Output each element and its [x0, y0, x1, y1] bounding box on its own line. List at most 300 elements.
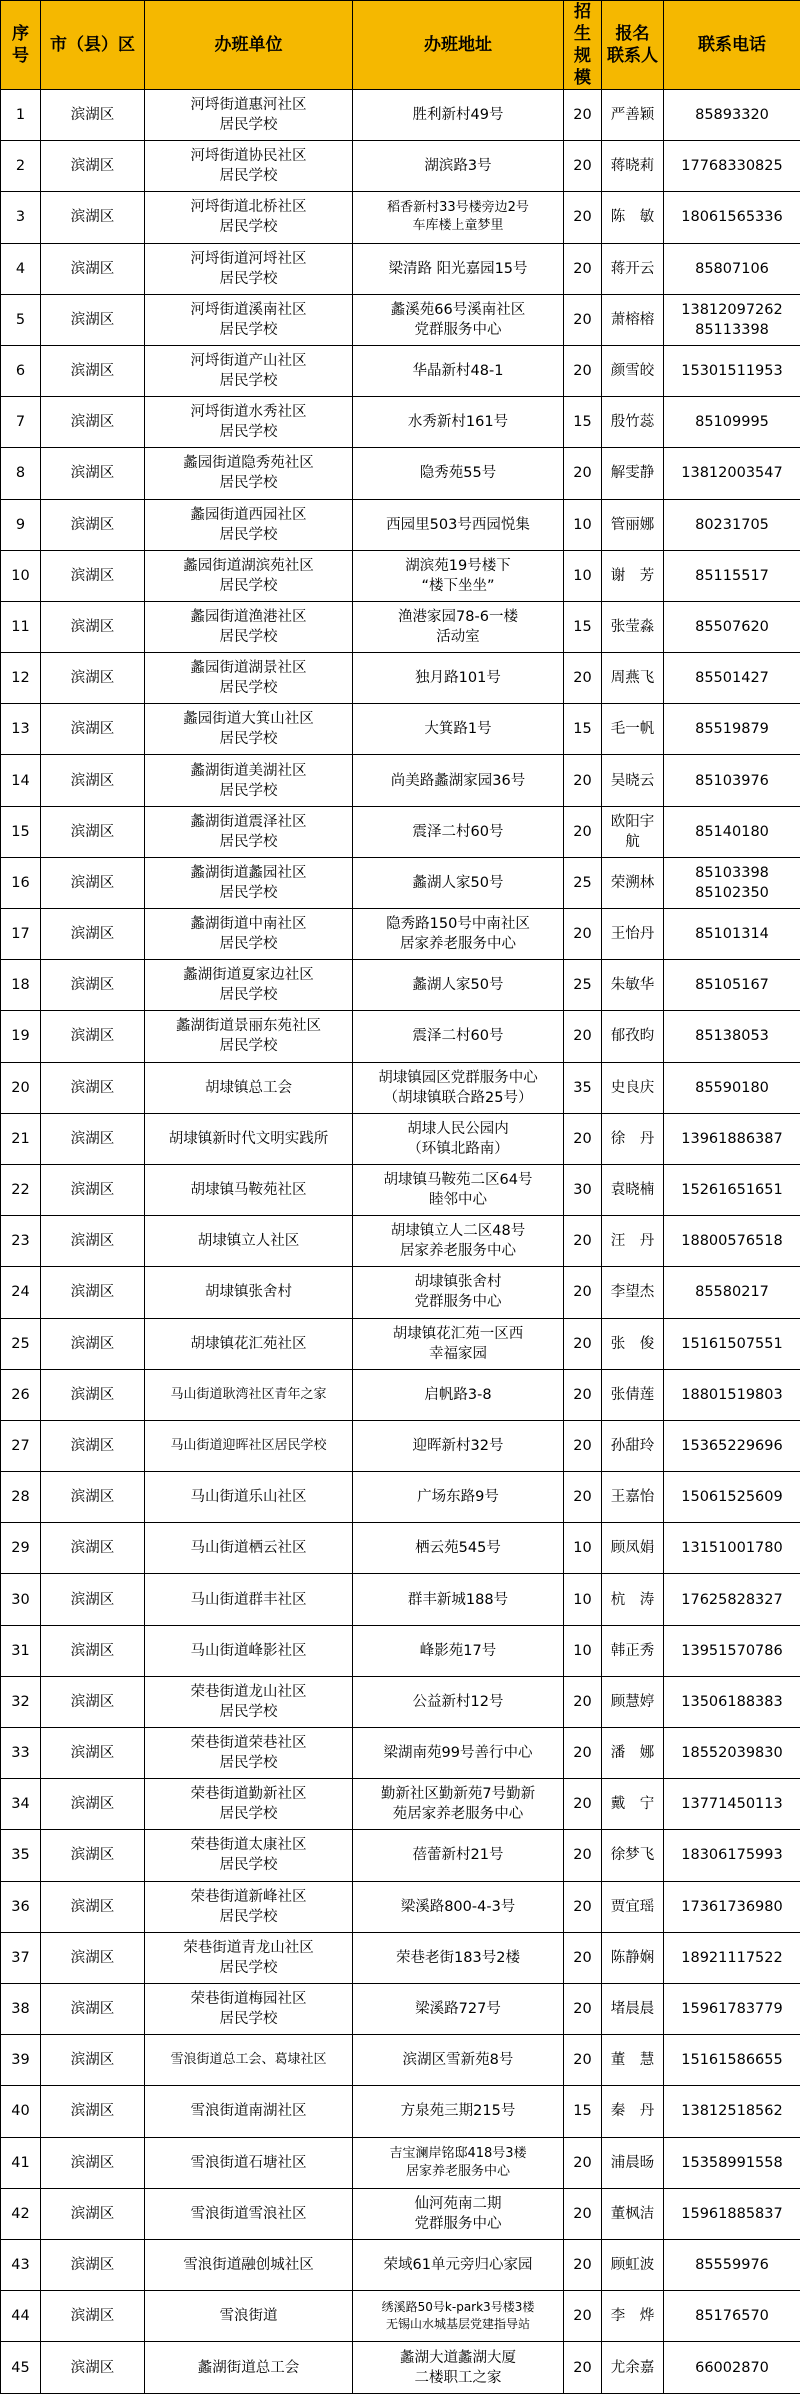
table-row	[1, 2291, 800, 2342]
cell-district: 滨湖区	[41, 2086, 145, 2137]
table-row	[1, 1420, 800, 1471]
cell-address: 胡埭镇立人二区48号 居家养老服务中心	[353, 1216, 564, 1267]
cell-unit: 雪浪街道	[145, 2291, 353, 2342]
cell-contact: 管丽娜	[602, 499, 664, 550]
cell-contact: 周燕飞	[602, 653, 664, 704]
cell-district: 滨湖区	[41, 1113, 145, 1164]
table-row	[1, 397, 800, 448]
cell-unit: 马山街道乐山社区	[145, 1472, 353, 1523]
cell-phone: 85176570	[664, 2291, 800, 2342]
cell-phone: 18552039830	[664, 1728, 800, 1779]
cell-contact: 徐梦飞	[602, 1830, 664, 1881]
table-row	[1, 1062, 800, 1113]
cell-district: 滨湖区	[41, 1267, 145, 1318]
cell-contact: 秦 丹	[602, 2086, 664, 2137]
cell-district: 滨湖区	[41, 1011, 145, 1062]
cell-unit: 蠡湖街道蠡园社区 居民学校	[145, 857, 353, 908]
cell-capacity: 20	[564, 2188, 602, 2239]
cell-unit: 马山街道栖云社区	[145, 1523, 353, 1574]
cell-capacity: 20	[564, 1932, 602, 1983]
table-row	[1, 90, 800, 141]
cell-unit: 荣巷街道梅园社区 居民学校	[145, 1983, 353, 2034]
cell-phone: 15261651651	[664, 1164, 800, 1215]
table-row	[1, 960, 800, 1011]
cell-district: 滨湖区	[41, 1932, 145, 1983]
cell-no: 4	[1, 243, 41, 294]
cell-capacity: 20	[564, 1267, 602, 1318]
cell-address: 吉宝澜岸铭邸418号3楼 居家养老服务中心	[353, 2137, 564, 2188]
cell-contact: 张莹淼	[602, 601, 664, 652]
cell-no: 17	[1, 909, 41, 960]
cell-phone: 85519879	[664, 704, 800, 755]
header-address: 办班地址	[353, 1, 564, 90]
cell-district: 滨湖区	[41, 192, 145, 243]
cell-no: 10	[1, 550, 41, 601]
cell-phone: 15161507551	[664, 1318, 800, 1369]
cell-no: 26	[1, 1369, 41, 1420]
cell-no: 42	[1, 2188, 41, 2239]
cell-contact: 顾虹波	[602, 2239, 664, 2290]
table-row	[1, 1676, 800, 1727]
cell-district: 滨湖区	[41, 755, 145, 806]
cell-district: 滨湖区	[41, 2239, 145, 2290]
cell-unit: 荣巷街道青龙山社区 居民学校	[145, 1932, 353, 1983]
table-row	[1, 1983, 800, 2034]
cell-no: 19	[1, 1011, 41, 1062]
cell-address: 峰影苑17号	[353, 1625, 564, 1676]
cell-capacity: 20	[564, 1318, 602, 1369]
cell-district: 滨湖区	[41, 960, 145, 1011]
cell-contact: 荣溯林	[602, 857, 664, 908]
cell-address: 蓓蕾新村21号	[353, 1830, 564, 1881]
table-row	[1, 909, 800, 960]
cell-phone: 15061525609	[664, 1472, 800, 1523]
cell-district: 滨湖区	[41, 1881, 145, 1932]
cell-contact: 董枫洁	[602, 2188, 664, 2239]
table-row	[1, 2086, 800, 2137]
cell-address: 梁湖南苑99号善行中心	[353, 1728, 564, 1779]
table-row	[1, 2342, 800, 2394]
cell-no: 6	[1, 345, 41, 396]
cell-phone: 15961885837	[664, 2188, 800, 2239]
cell-unit: 河埒街道惠河社区 居民学校	[145, 90, 353, 141]
cell-district: 滨湖区	[41, 1216, 145, 1267]
cell-no: 13	[1, 704, 41, 755]
cell-address: 胡埭人民公园内 （环镇北路南）	[353, 1113, 564, 1164]
cell-capacity: 20	[564, 1728, 602, 1779]
table-row	[1, 653, 800, 704]
cell-contact: 戴 宁	[602, 1779, 664, 1830]
cell-no: 8	[1, 448, 41, 499]
cell-district: 滨湖区	[41, 2137, 145, 2188]
cell-phone: 17625828327	[664, 1574, 800, 1625]
header-contact: 报名 联系人	[602, 1, 664, 90]
cell-unit: 蠡湖街道夏家边社区 居民学校	[145, 960, 353, 1011]
table-row	[1, 1574, 800, 1625]
cell-address: 震泽二村60号	[353, 806, 564, 857]
cell-district: 滨湖区	[41, 1472, 145, 1523]
cell-address: 华晶新村48-1	[353, 345, 564, 396]
cell-district: 滨湖区	[41, 1574, 145, 1625]
cell-unit: 河埒街道北桥社区 居民学校	[145, 192, 353, 243]
cell-phone: 85105167	[664, 960, 800, 1011]
cell-address: 仙河苑南二期 党群服务中心	[353, 2188, 564, 2239]
cell-phone: 85138053	[664, 1011, 800, 1062]
cell-district: 滨湖区	[41, 806, 145, 857]
cell-phone: 85501427	[664, 653, 800, 704]
cell-district: 滨湖区	[41, 601, 145, 652]
cell-phone: 85101314	[664, 909, 800, 960]
cell-capacity: 20	[564, 1216, 602, 1267]
cell-contact: 杭 涛	[602, 1574, 664, 1625]
cell-address: 蠡湖人家50号	[353, 857, 564, 908]
cell-no: 38	[1, 1983, 41, 2034]
cell-address: 梁溪路727号	[353, 1983, 564, 2034]
cell-address: 隐秀路150号中南社区 居家养老服务中心	[353, 909, 564, 960]
header-row	[1, 1, 800, 90]
table-row	[1, 1472, 800, 1523]
cell-contact: 袁晓楠	[602, 1164, 664, 1215]
cell-phone: 13812097262 85113398	[664, 294, 800, 345]
cell-no: 35	[1, 1830, 41, 1881]
cell-address: 荣巷老街183号2楼	[353, 1932, 564, 1983]
cell-contact: 王怡丹	[602, 909, 664, 960]
cell-contact: 殷竹蕊	[602, 397, 664, 448]
cell-address: 渔港家园78-6一楼 活动室	[353, 601, 564, 652]
cell-phone: 13951570786	[664, 1625, 800, 1676]
cell-address: 尚美路蠡湖家园36号	[353, 755, 564, 806]
cell-contact: 张 俊	[602, 1318, 664, 1369]
cell-contact: 顾慧婷	[602, 1676, 664, 1727]
cell-phone: 85103976	[664, 755, 800, 806]
cell-no: 7	[1, 397, 41, 448]
cell-no: 31	[1, 1625, 41, 1676]
cell-contact: 李望杰	[602, 1267, 664, 1318]
cell-contact: 顾凤娟	[602, 1523, 664, 1574]
cell-unit: 蠡湖街道美湖社区 居民学校	[145, 755, 353, 806]
cell-address: 梁清路 阳光嘉园15号	[353, 243, 564, 294]
cell-district: 滨湖区	[41, 1625, 145, 1676]
cell-address: 群丰新城188号	[353, 1574, 564, 1625]
cell-capacity: 25	[564, 857, 602, 908]
cell-district: 滨湖区	[41, 1779, 145, 1830]
cell-capacity: 20	[564, 2291, 602, 2342]
cell-capacity: 10	[564, 550, 602, 601]
cell-address: 梁溪路800-4-3号	[353, 1881, 564, 1932]
cell-contact: 董 慧	[602, 2035, 664, 2086]
cell-district: 滨湖区	[41, 1420, 145, 1471]
cell-phone: 13812003547	[664, 448, 800, 499]
cell-contact: 孙甜玲	[602, 1420, 664, 1471]
cell-no: 30	[1, 1574, 41, 1625]
table-row	[1, 1216, 800, 1267]
cell-district: 滨湖区	[41, 857, 145, 908]
cell-phone: 15301511953	[664, 345, 800, 396]
cell-phone: 18921117522	[664, 1932, 800, 1983]
cell-address: 胡埭镇花汇苑一区西 幸福家园	[353, 1318, 564, 1369]
cell-contact: 堵晨晨	[602, 1983, 664, 2034]
cell-unit: 河埒街道水秀社区 居民学校	[145, 397, 353, 448]
cell-contact: 谢 芳	[602, 550, 664, 601]
cell-district: 滨湖区	[41, 909, 145, 960]
cell-contact: 郁孜昀	[602, 1011, 664, 1062]
cell-phone: 15365229696	[664, 1420, 800, 1471]
cell-phone: 15161586655	[664, 2035, 800, 2086]
cell-phone: 85507620	[664, 601, 800, 652]
table-row	[1, 1267, 800, 1318]
cell-no: 45	[1, 2342, 41, 2394]
cell-capacity: 15	[564, 601, 602, 652]
cell-capacity: 20	[564, 2342, 602, 2394]
cell-phone: 15961783779	[664, 1983, 800, 2034]
cell-unit: 荣巷街道勤新社区 居民学校	[145, 1779, 353, 1830]
cell-no: 12	[1, 653, 41, 704]
cell-unit: 胡埭镇立人社区	[145, 1216, 353, 1267]
cell-address: 胜利新村49号	[353, 90, 564, 141]
cell-district: 滨湖区	[41, 1983, 145, 2034]
table-row	[1, 857, 800, 908]
table-row	[1, 192, 800, 243]
cell-unit: 马山街道耿湾社区青年之家	[145, 1369, 353, 1420]
cell-address: 湖滨苑19号楼下 “楼下坐坐”	[353, 550, 564, 601]
table-row	[1, 499, 800, 550]
cell-address: 蠡溪苑66号溪南社区 党群服务中心	[353, 294, 564, 345]
cell-capacity: 10	[564, 1523, 602, 1574]
cell-district: 滨湖区	[41, 397, 145, 448]
cell-phone: 80231705	[664, 499, 800, 550]
cell-capacity: 20	[564, 1420, 602, 1471]
cell-no: 39	[1, 2035, 41, 2086]
cell-phone: 66002870	[664, 2342, 800, 2394]
table-row	[1, 1625, 800, 1676]
cell-capacity: 20	[564, 1472, 602, 1523]
cell-phone: 13812518562	[664, 2086, 800, 2137]
cell-phone: 85807106	[664, 243, 800, 294]
cell-address: 勤新社区勤新苑7号勤新 苑居家养老服务中心	[353, 1779, 564, 1830]
cell-district: 滨湖区	[41, 1830, 145, 1881]
cell-address: 震泽二村60号	[353, 1011, 564, 1062]
cell-contact: 韩正秀	[602, 1625, 664, 1676]
cell-no: 40	[1, 2086, 41, 2137]
cell-address: 荣域61单元旁归心家园	[353, 2239, 564, 2290]
cell-contact: 张倩莲	[602, 1369, 664, 1420]
cell-contact: 尤余嘉	[602, 2342, 664, 2394]
cell-district: 滨湖区	[41, 1728, 145, 1779]
cell-capacity: 15	[564, 2086, 602, 2137]
cell-contact: 陈静娴	[602, 1932, 664, 1983]
table-body	[1, 90, 800, 2394]
cell-district: 滨湖区	[41, 1318, 145, 1369]
cell-phone: 85893320	[664, 90, 800, 141]
cell-district: 滨湖区	[41, 345, 145, 396]
cell-no: 29	[1, 1523, 41, 1574]
cell-capacity: 20	[564, 2035, 602, 2086]
cell-phone: 17768330825	[664, 141, 800, 192]
cell-phone: 85580217	[664, 1267, 800, 1318]
cell-capacity: 20	[564, 2239, 602, 2290]
cell-phone: 85559976	[664, 2239, 800, 2290]
cell-district: 滨湖区	[41, 499, 145, 550]
cell-phone: 13961886387	[664, 1113, 800, 1164]
table-row	[1, 1113, 800, 1164]
cell-contact: 史良庆	[602, 1062, 664, 1113]
cell-address: 栖云苑545号	[353, 1523, 564, 1574]
cell-address: 绣溪路50号k-park3号楼3楼 无锡山水城基层党建指导站	[353, 2291, 564, 2342]
cell-phone: 17361736980	[664, 1881, 800, 1932]
cell-district: 滨湖区	[41, 2342, 145, 2394]
cell-address: 公益新村12号	[353, 1676, 564, 1727]
cell-district: 滨湖区	[41, 2035, 145, 2086]
cell-district: 滨湖区	[41, 1164, 145, 1215]
cell-district: 滨湖区	[41, 2291, 145, 2342]
cell-capacity: 20	[564, 141, 602, 192]
table-row	[1, 448, 800, 499]
cell-unit: 蠡园街道大箕山社区 居民学校	[145, 704, 353, 755]
cell-unit: 蠡园街道湖景社区 居民学校	[145, 653, 353, 704]
cell-address: 广场东路9号	[353, 1472, 564, 1523]
header-capacity: 招生 规模	[564, 1, 602, 90]
cell-unit: 河埒街道河埒社区 居民学校	[145, 243, 353, 294]
cell-address: 西园里503号西园悦集	[353, 499, 564, 550]
cell-address: 隐秀苑55号	[353, 448, 564, 499]
cell-no: 43	[1, 2239, 41, 2290]
cell-capacity: 20	[564, 294, 602, 345]
cell-capacity: 10	[564, 1574, 602, 1625]
header-phone: 联系电话	[664, 1, 800, 90]
cell-address: 蠡湖人家50号	[353, 960, 564, 1011]
cell-no: 24	[1, 1267, 41, 1318]
cell-phone: 15358991558	[664, 2137, 800, 2188]
cell-contact: 蒋开云	[602, 243, 664, 294]
cell-unit: 蠡湖街道景丽东苑社区 居民学校	[145, 1011, 353, 1062]
cell-capacity: 20	[564, 345, 602, 396]
table-row	[1, 755, 800, 806]
cell-unit: 胡埭镇马鞍苑社区	[145, 1164, 353, 1215]
cell-address: 蠡湖大道蠡湖大厦 二楼职工之家	[353, 2342, 564, 2394]
table-row	[1, 2035, 800, 2086]
cell-unit: 蠡园街道隐秀苑社区 居民学校	[145, 448, 353, 499]
cell-capacity: 20	[564, 243, 602, 294]
cell-contact: 贾宜瑶	[602, 1881, 664, 1932]
cell-contact: 陈 敏	[602, 192, 664, 243]
cell-district: 滨湖区	[41, 294, 145, 345]
cell-phone: 85140180	[664, 806, 800, 857]
cell-no: 11	[1, 601, 41, 652]
cell-no: 25	[1, 1318, 41, 1369]
cell-no: 22	[1, 1164, 41, 1215]
cell-unit: 马山街道群丰社区	[145, 1574, 353, 1625]
header-no: 序 号	[1, 1, 41, 90]
cell-no: 34	[1, 1779, 41, 1830]
cell-phone: 18061565336	[664, 192, 800, 243]
table-row	[1, 1728, 800, 1779]
cell-address: 滨湖区雪新苑8号	[353, 2035, 564, 2086]
cell-no: 36	[1, 1881, 41, 1932]
cell-contact: 严善颖	[602, 90, 664, 141]
header-unit: 办班单位	[145, 1, 353, 90]
cell-district: 滨湖区	[41, 1369, 145, 1420]
cell-capacity: 10	[564, 499, 602, 550]
cell-no: 20	[1, 1062, 41, 1113]
cell-capacity: 35	[564, 1062, 602, 1113]
table-row	[1, 550, 800, 601]
table-row	[1, 1881, 800, 1932]
cell-unit: 蠡湖街道中南社区 居民学校	[145, 909, 353, 960]
cell-unit: 荣巷街道太康社区 居民学校	[145, 1830, 353, 1881]
table-row	[1, 2239, 800, 2290]
cell-district: 滨湖区	[41, 141, 145, 192]
cell-no: 33	[1, 1728, 41, 1779]
cell-capacity: 15	[564, 704, 602, 755]
cell-phone: 18800576518	[664, 1216, 800, 1267]
table-row	[1, 2188, 800, 2239]
cell-no: 2	[1, 141, 41, 192]
cell-unit: 雪浪街道雪浪社区	[145, 2188, 353, 2239]
table-row	[1, 1830, 800, 1881]
cell-capacity: 20	[564, 1113, 602, 1164]
cell-address: 湖滨路3号	[353, 141, 564, 192]
table-row	[1, 1523, 800, 1574]
cell-no: 37	[1, 1932, 41, 1983]
cell-no: 21	[1, 1113, 41, 1164]
cell-district: 滨湖区	[41, 704, 145, 755]
cell-unit: 马山街道迎晖社区居民学校	[145, 1420, 353, 1471]
cell-phone: 13151001780	[664, 1523, 800, 1574]
cell-district: 滨湖区	[41, 2188, 145, 2239]
table-header	[1, 1, 800, 90]
cell-capacity: 20	[564, 448, 602, 499]
cell-contact: 解雯静	[602, 448, 664, 499]
cell-contact: 蒋晓莉	[602, 141, 664, 192]
cell-capacity: 20	[564, 806, 602, 857]
cell-unit: 蠡园街道湖滨苑社区 居民学校	[145, 550, 353, 601]
cell-no: 1	[1, 90, 41, 141]
cell-capacity: 20	[564, 2137, 602, 2188]
cell-address: 独月路101号	[353, 653, 564, 704]
cell-capacity: 20	[564, 755, 602, 806]
cell-no: 18	[1, 960, 41, 1011]
cell-capacity: 20	[564, 90, 602, 141]
cell-unit: 河埒街道协民社区 居民学校	[145, 141, 353, 192]
header-district: 市（县）区	[41, 1, 145, 90]
cell-unit: 雪浪街道南湖社区	[145, 2086, 353, 2137]
cell-no: 5	[1, 294, 41, 345]
cell-capacity: 20	[564, 1369, 602, 1420]
cell-unit: 马山街道峰影社区	[145, 1625, 353, 1676]
table-row	[1, 2137, 800, 2188]
cell-unit: 荣巷街道新峰社区 居民学校	[145, 1881, 353, 1932]
cell-capacity: 20	[564, 192, 602, 243]
cell-capacity: 15	[564, 397, 602, 448]
cell-contact: 毛一帆	[602, 704, 664, 755]
cell-capacity: 20	[564, 653, 602, 704]
cell-contact: 李 烨	[602, 2291, 664, 2342]
cell-phone: 18801519803	[664, 1369, 800, 1420]
cell-contact: 颜雪皎	[602, 345, 664, 396]
cell-capacity: 20	[564, 1011, 602, 1062]
table-row	[1, 345, 800, 396]
cell-address: 水秀新村161号	[353, 397, 564, 448]
cell-address: 胡埭镇张舍村 党群服务中心	[353, 1267, 564, 1318]
table-row	[1, 1164, 800, 1215]
cell-capacity: 20	[564, 1881, 602, 1932]
cell-no: 16	[1, 857, 41, 908]
cell-unit: 胡埭镇总工会	[145, 1062, 353, 1113]
cell-contact: 萧榕榕	[602, 294, 664, 345]
table-row	[1, 704, 800, 755]
cell-capacity: 20	[564, 1983, 602, 2034]
cell-unit: 雪浪街道总工会、葛埭社区	[145, 2035, 353, 2086]
